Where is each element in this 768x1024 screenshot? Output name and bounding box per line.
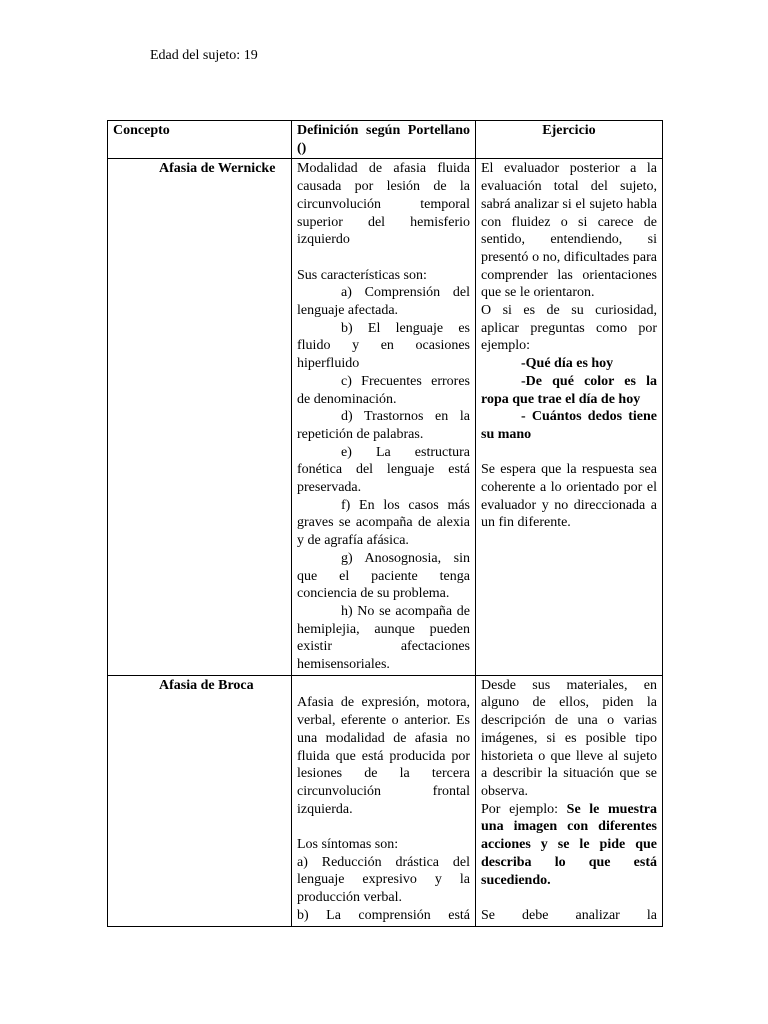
exercise-paragraph: Desde sus materiales, en alguno de ellos, piden la descripción de una o varias imágenes, si es posible tipo historieta o que lleve al sujeto a describir la situación que se observa. [481,677,657,799]
exercise-paragraph: Se debe analizar la [481,907,657,923]
definition-item: d) Trastornos en la repetición de palabras. [297,409,470,442]
concept-cell [108,675,292,926]
exercise-question: - Cuántos dedos tiene su mano [481,409,657,442]
exercise-question: -Qué día es hoy [521,356,614,372]
header-concept: Concepto [108,121,292,159]
concept-name: Afasia de Wernicke [159,161,276,177]
concept-table [107,120,663,927]
exercise-paragraph: O si es de su curiosidad, aplicar preguntas como por ejemplo: [481,303,657,354]
subject-age: Edad del sujeto: 19 [150,48,258,63]
definition-item: h) No se acompaña de hemiplejia, aunque pueden existir afectaciones hemisensoriales. [297,603,470,673]
table-row [108,159,663,675]
definition-item: b) La comprensión está [297,907,470,923]
exercise-question: -De qué color es la ropa que trae el día de hoy [481,373,657,407]
definition-item: g) Anosognosia, sin que el paciente tenga conciencia de su problema. [297,550,470,602]
definition-item: c) Frecuentes errores de denominación. [297,373,470,407]
exercise-cell [476,675,663,926]
definition-item: f) En los casos más graves se acompaña de alexia y de agrafía afásica. [297,497,470,549]
definition-intro: Modalidad de afasia fluida causada por lesión de la circunvolución temporal superior del hemisferio izquierdo [297,161,470,248]
definition-cell [292,675,476,926]
definition-lead: Los síntomas son: [297,837,399,853]
definition-intro: Afasia de expresión, motora, verbal, eferente o anterior. Es una modalidad de afasia no fluida que está producida por lesiones de la tercera circunvolución frontal izquierda. [297,695,470,817]
concept-cell [108,159,292,675]
exercise-paragraph: Se espera que la respuesta sea coherente a lo orientado por el evaluador y no direccionada a un fin diferente. [481,462,657,531]
definition-item: e) La estructura fonética del lenguaje está preservada. [297,444,470,496]
exercise-bold-text: Se le muestra una imagen con diferentes acciones y se le pide que describa lo que está sucediendo. [481,801,657,888]
table-header-row [108,121,663,159]
definition-item: a) Comprensión del lenguaje afectada. [297,285,470,319]
definition-item: a) Reducción drástica del lenguaje expresivo y la producción verbal. [297,854,470,906]
table-row [108,675,663,926]
concept-name: Afasia de Broca [159,677,254,693]
exercise-paragraph [481,801,657,890]
definition-cell [292,159,476,675]
header-exercise: Ejercicio [476,121,663,159]
definition-item: b) El lenguaje es fluido y en ocasiones hiperfluido [297,320,470,372]
exercise-text: Por ejemplo: [481,801,567,817]
header-definition: Definición según Portellano () [292,121,476,159]
exercise-cell [476,159,663,675]
definition-lead: Sus características son: [297,267,427,283]
exercise-paragraph: El evaluador posterior a la evaluación total del sujeto, sabrá analizar si el sujeto habla con fluidez o si carece de sentido, entendiendo, si presentó o no, dificultades para comprender las orientaciones que se le orientaron. [481,161,657,301]
